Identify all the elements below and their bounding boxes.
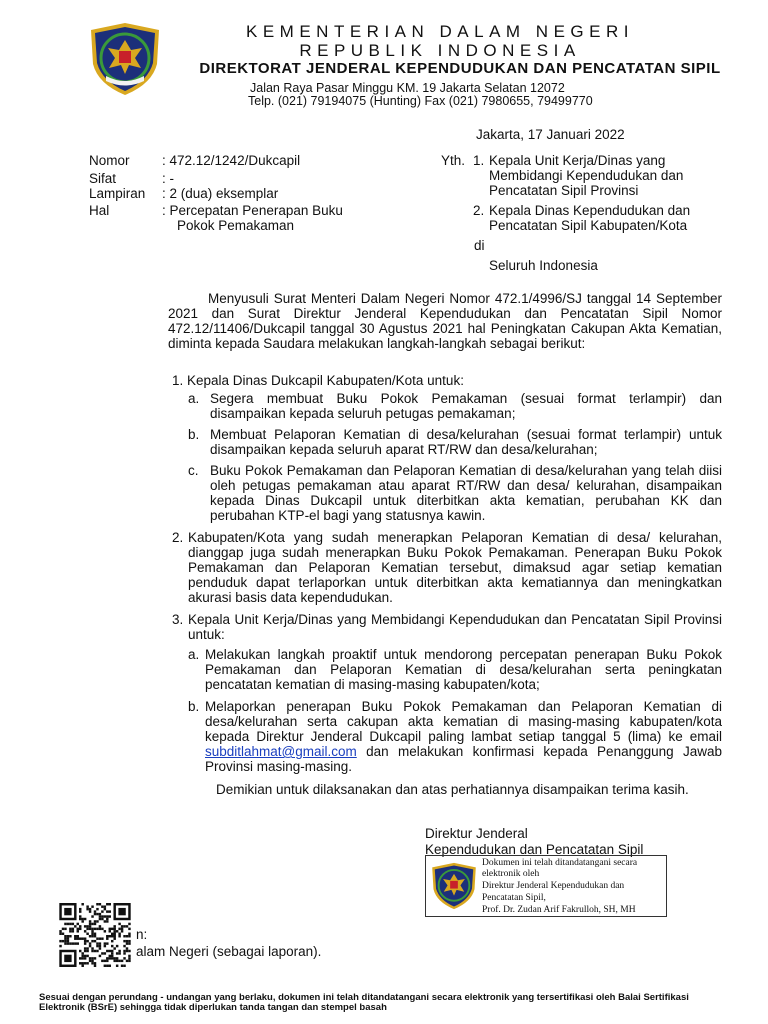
signatory-title-line2: Kependudukan dan Pencatatan Sipil (425, 842, 644, 857)
point-2-marker: 2. (172, 530, 184, 545)
letterhead-address: Jalan Raya Pasar Minggu KM. 19 Jakarta Selatan 12072 (250, 81, 565, 95)
recipient-1-line2: Membidangi Kependudukan dan (489, 168, 684, 183)
point-1b-text: Membuat Pelaporan Kematian di desa/kelurahan (sesuai format terlampir) untuk disampaikan kepada seluruh aparat RT/RW dan desa/kelurahan; (210, 427, 722, 457)
letterhead-phone: Telp. (021) 79194075 (Hunting) Fax (021) 7980655, 79499770 (248, 94, 593, 108)
sifat-label: Sifat (89, 171, 117, 186)
closing-paragraph: Demikian untuk dilaksanakan dan atas perhatiannya disampaikan terima kasih. (216, 782, 689, 797)
lampiran-label: Lampiran (89, 186, 146, 201)
point-1-heading: 1. Kepala Dinas Dukcapil Kabupaten/Kota untuk: (172, 373, 464, 388)
hal-label: Hal (89, 203, 110, 218)
qr-code (59, 903, 131, 967)
recipient-di: di (474, 238, 485, 253)
letterhead-line1: KEMENTERIAN DALAM NEGERI (246, 22, 634, 41)
e-signature-line1: Dokumen ini telah ditandatangani secara (482, 858, 638, 868)
point-3-marker: 3. (172, 612, 184, 627)
intro-paragraph: Menyusuli Surat Menteri Dalam Negeri Nomor 472.1/4996/SJ tanggal 14 September 2021 dan Surat Direktur Jenderal Kependudukan dan Pencatatan Sipil Nomor 472.12/11406/Dukcapil tanggal 30 Agustus 2021 hal Peningkatan Cakupan Akta Kematian, diminta kepada Saudara melakukan langkah-langkah sebagai berikut: (168, 291, 722, 351)
e-signature-emblem (429, 858, 479, 914)
e-signature-line4: Pencatatan Sipil, (482, 893, 546, 903)
lampiran-value: : 2 (dua) eksemplar (162, 186, 279, 201)
footer-line1: Sesuai dengan perundang - undangan yang berlaku, dokumen ini telah ditandatangani secara elektronik yang tersertifikasi oleh Balai Sertifikasi (39, 992, 689, 1003)
point-1b-marker: b. (188, 427, 200, 442)
point-3b-marker: b. (188, 699, 200, 714)
e-signature-line3: Direktur Jenderal Kependudukan dan (482, 881, 625, 891)
ministry-emblem (86, 20, 164, 98)
point-3b-text (205, 699, 722, 774)
e-signature-box (425, 855, 667, 917)
recipient-1-line1: Kepala Unit Kerja/Dinas yang (489, 153, 666, 168)
letterhead-directorate: DIREKTORAT JENDERAL KEPENDUDUKAN DAN PENCATATAN SIPIL (199, 60, 721, 77)
point-1a-text: Segera membuat Buku Pokok Pemakaman (sesuai format terlampir) dan disampaikan kepada seluruh petugas pemakaman; (210, 391, 722, 421)
point-1a-marker: a. (188, 391, 200, 406)
point-3a-text: Melakukan langkah proaktif untuk mendorong percepatan penerapan Buku Pokok Pemakaman dan Pelaporan Kematian di desa/kelurahan serta peningkatan pencatatan kematian di masing-masing kabupaten/kota; (205, 647, 722, 692)
yth-label: Yth. (441, 153, 466, 168)
point-2-text: Kabupaten/Kota yang sudah menerapkan Pelaporan Kematian di desa/ kelurahan, dianggap juga sudah menerapkan Buku Pokok Pemakaman. Penerapan Buku Pokok Pemakaman dan Pelaporan Kematian tersebut, dimaksud agar setiap kematian penduduk dapat terlaporkan untuk diterbitkan akta kematiannya dan meningkatkan akurasi basis data kependudukan. (188, 530, 722, 605)
point-1c-marker: c. (188, 463, 199, 478)
point-1c-text: Buku Pokok Pemakaman dan Pelaporan Kematian di desa/kelurahan yang telah diisi oleh petugas pemakaman atau aparat RT/RW dan desa/ kelurahan, disampaikan kepada Dinas Dukcapil untuk diterbitkan akta kematian, perubahan KK dan perubahan KTP-el bagi yang statusnya kawin. (210, 463, 722, 523)
point-3-text: Kepala Unit Kerja/Dinas yang Membidangi Kependudukan dan Pencatatan Sipil Provinsi untuk: (188, 612, 722, 642)
e-signature-line5: Prof. Dr. Zudan Arif Fakrulloh, SH, MH (482, 905, 636, 915)
email-link[interactable]: subditlahmat@gmail.com (205, 744, 357, 759)
letter-date: Jakarta, 17 Januari 2022 (476, 127, 625, 142)
hal-value-line1: : Percepatan Penerapan Buku (162, 203, 343, 218)
recipient-2-number: 2. (473, 203, 485, 218)
sifat-value: : - (162, 171, 174, 186)
tembusan-line: alam Negeri (sebagai laporan). (136, 944, 322, 959)
hal-value-line2: Pokok Pemakaman (177, 218, 295, 233)
recipient-1-line3: Pencatatan Sipil Provinsi (489, 183, 639, 198)
footer-line2: Elektronik (BSrE) sehingga tidak diperlukan tanda tangan dan stempel basah (39, 1002, 387, 1013)
e-signature-line2: elektronik oleh (482, 869, 540, 879)
recipient-2-line2: Pencatatan Sipil Kabupaten/Kota (489, 218, 688, 233)
signatory-title-line1: Direktur Jenderal (425, 826, 528, 841)
nomor-label: Nomor (89, 153, 130, 168)
tembusan-label-fragment: n: (136, 927, 148, 942)
letterhead-line2: REPUBLIK INDONESIA (299, 41, 581, 60)
point-3b-text-post: dan melakukan konfirmasi kepada Penanggung Jawab Provinsi masing-masing. (205, 744, 722, 774)
nomor-value: : 472.12/1242/Dukcapil (162, 153, 301, 168)
recipient-location: Seluruh Indonesia (489, 258, 598, 273)
recipient-2-line1: Kepala Dinas Kependudukan dan (489, 203, 691, 218)
recipient-1-number: 1. (473, 153, 485, 168)
point-3a-marker: a. (188, 647, 200, 662)
point-3b-text-pre: Melaporkan penerapan Buku Pokok Pemakaman dan Pelaporan Kematian di desa/kelurahan serta cakupan akta kematian di masing-masing kabupaten/kota kepada Direktur Jenderal Dukcapil paling lambat setiap tanggal 5 (lima) ke email (205, 699, 722, 744)
